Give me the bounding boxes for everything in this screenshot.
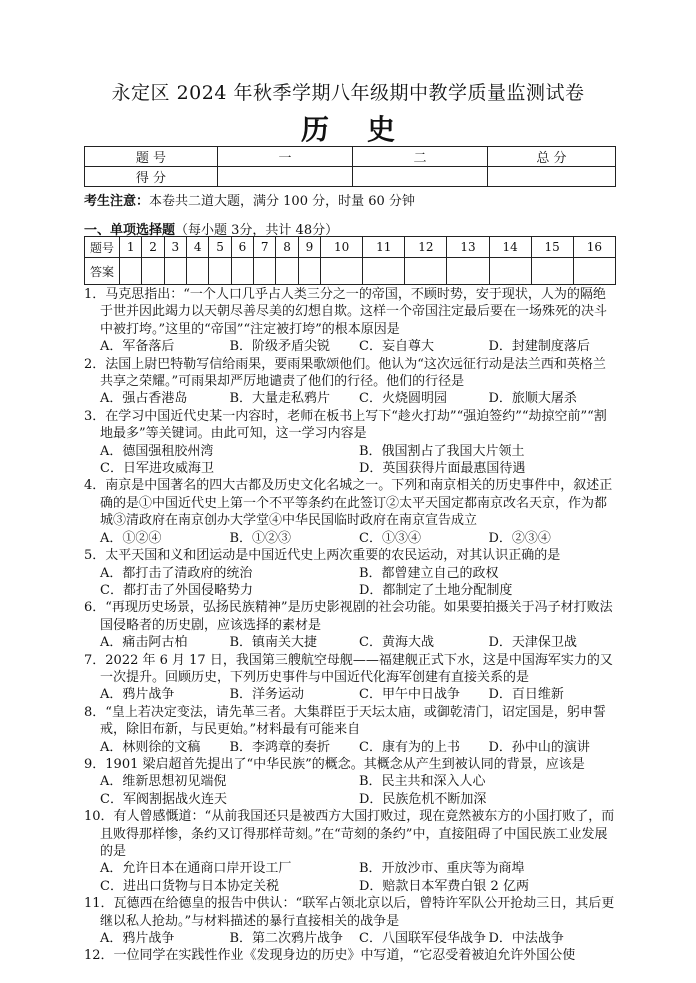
answer-option[interactable]: C．康有为的上书: [359, 739, 460, 755]
answer-option[interactable]: C．火烧圆明园: [359, 391, 447, 407]
answer-number: 16: [573, 237, 615, 258]
answer-row: [85, 258, 616, 285]
answer-number-row: [85, 237, 616, 258]
score-label-cell: 得 分: [85, 167, 218, 187]
answer-option[interactable]: D．②③④: [488, 530, 551, 546]
question-stem: 6．“再现历史场景，弘扬民族精神”是历史影视剧的社会功能。如果要拍摄关于冯子材打败法国侵略者的历史剧，应该选择的素材是: [84, 600, 613, 633]
answer-option[interactable]: D．百日维新: [488, 687, 564, 703]
question-stem: 8．“皇上若决定变法，请先革三者。大集群臣于天坛太庙，或御乾清门，诏定国是，躬申誓戒，除旧布新，与民更始。”材料最有可能来自: [84, 704, 606, 738]
question-item: [84, 808, 618, 895]
answer-number: 1: [120, 237, 142, 258]
question-stem: 1．马克思指出：“一个人口几乎占人类三分之一的帝国，不顾时势，安于现状，人为的隔绝于世并因此竭力以天朝尽善尽美的幻想自欺。这样一个帝国注定最后要在一场殊死的决斗中被打垮。”这里的“帝国”“注定被打垮”的根本原因是: [84, 287, 608, 337]
answer-option[interactable]: B．大量走私鸦片: [229, 391, 331, 407]
question-stem: 5．太平天国和义和团运动是中国近代史上两次重要的农民运动，对其认识正确的是: [84, 548, 561, 564]
answer-number: 2: [142, 237, 164, 258]
score-cell[interactable]: [488, 167, 616, 187]
option-group: [84, 390, 618, 407]
answer-cell[interactable]: [142, 258, 164, 285]
score-cell[interactable]: [218, 167, 353, 187]
question-item: [84, 947, 618, 964]
answer-number: 8: [276, 237, 298, 258]
question-item: [84, 652, 618, 704]
answer-option[interactable]: C．军阀割据战火连天: [100, 791, 227, 807]
answer-option[interactable]: D．孙中山的演讲: [488, 739, 590, 755]
option-group: [84, 338, 618, 355]
part-two-header: 二: [353, 147, 488, 167]
answer-option[interactable]: C．都打击了外国侵略势力: [100, 582, 253, 598]
question-stem: 3．在学习中国近代史某一内容时，老师在板书上写下“趁火打劫”“强迫签约”“劫掠空前”“割地最多”等关键词。由此可知，这一学习内容是: [84, 408, 607, 442]
answer-option[interactable]: D．封建制度落后: [488, 339, 590, 355]
total-header: 总 分: [488, 147, 616, 167]
answer-cell[interactable]: [489, 258, 531, 285]
option-group: [84, 860, 618, 895]
answer-number: 13: [447, 237, 489, 258]
answer-option[interactable]: D．中法战争: [488, 931, 564, 947]
answer-option[interactable]: B．李鸿章的奏折: [229, 739, 331, 755]
question-item: [84, 547, 618, 599]
answer-cell[interactable]: [531, 258, 573, 285]
subject-title: 历史: [300, 113, 433, 146]
score-table-row: [85, 167, 616, 187]
answer-number: 5: [209, 237, 231, 258]
question-stem: 7．2022 年 6 月 17 日，我国第三艘航空母舰——福建舰正式下水，这是中国海军实力的又一次提升。回顾历史，下列历史事件与中国近代化海军创建有直接关系的是: [84, 652, 613, 685]
question-item: [84, 356, 618, 408]
answer-option[interactable]: A．允许日本在通商口岸开设工厂: [100, 861, 292, 877]
question-item: [84, 477, 618, 547]
answer-cell[interactable]: [363, 258, 405, 285]
answer-option[interactable]: A．维新思想初见端倪: [100, 774, 227, 790]
answer-option[interactable]: A．强占香港岛: [100, 391, 188, 407]
question-stem: 2．法国上尉巴特勒写信给雨果，要雨果歌颂他们。他认为“这次远征行动是法兰西和英格兰共享之荣耀。”可雨果却严厉地谴责了他们的行径。他们的行径是: [84, 356, 606, 390]
answer-option[interactable]: B．第二次鸦片战争: [229, 931, 344, 947]
answer-option[interactable]: A．德国强租胶州湾: [100, 443, 214, 459]
score-table-row: [85, 147, 616, 167]
answer-option[interactable]: C．黄海大战: [359, 635, 434, 651]
option-group: [84, 686, 618, 703]
answer-number: 15: [531, 237, 573, 258]
option-group: [84, 930, 618, 947]
answer-option[interactable]: C．妄自尊大: [359, 339, 434, 355]
answer-option[interactable]: C．日军进攻威海卫: [100, 461, 214, 477]
section-note: （每小题 3分，共计 48分）: [175, 223, 339, 238]
answer-option[interactable]: B．①②③: [229, 530, 292, 546]
question-stem: 12．一位同学在实践性作业《发现身边的历史》中写道，“它忍受着被迫允许外国公使: [84, 948, 576, 964]
question-item: [84, 286, 618, 356]
answer-option[interactable]: D．旅顺大屠杀: [488, 391, 577, 407]
answer-number: 3: [164, 237, 186, 258]
answer-cell[interactable]: [254, 258, 276, 285]
answer-option[interactable]: A．鸦片战争: [100, 687, 175, 703]
option-group: [84, 739, 618, 756]
answer-option[interactable]: C．进出口货物与日本协定关税: [100, 878, 279, 894]
answer-cell[interactable]: [231, 258, 253, 285]
answer-option[interactable]: A．①②④: [100, 530, 162, 546]
answer-label: 答案: [85, 258, 120, 285]
answer-option[interactable]: B．俄国割占了我国大片领土: [359, 443, 525, 459]
answer-number: 10: [321, 237, 363, 258]
exam-notice: [84, 190, 415, 209]
answer-number: 6: [231, 237, 253, 258]
exam-title: 永定区 2024 年秋季学期八年级期中教学质量监测试卷: [111, 82, 585, 104]
answer-cell[interactable]: [447, 258, 489, 285]
notice-text: 本卷共二道大题，满分 100 分，时量 60 分钟: [149, 194, 415, 209]
answer-cell[interactable]: [573, 258, 615, 285]
answer-option[interactable]: B．开放沙市、重庆等为商埠: [359, 861, 525, 877]
score-cell[interactable]: [353, 167, 488, 187]
answer-cell[interactable]: [405, 258, 447, 285]
answer-option[interactable]: A．都打击了清政府的统治: [100, 565, 253, 581]
answer-cell[interactable]: [187, 258, 209, 285]
option-group: [84, 565, 618, 600]
question-item: [84, 704, 618, 756]
answer-option[interactable]: D．民族危机不断加深: [359, 791, 487, 807]
answer-cell[interactable]: [276, 258, 298, 285]
answer-option[interactable]: C．八国联军侵华战争: [359, 931, 486, 947]
question-stem: 10．有人曾感慨道：“从前我国还只是被西方大国打败过，现在竟然被东方的小国打败了，而且败得那样惨，条约又订得那样苛刻。”在“苛刻的条约”中，直接阻碍了中国民族工业发展的是: [84, 809, 615, 859]
answer-option[interactable]: D．赔款日本军费白银 2 亿两: [359, 878, 529, 894]
question-item: [84, 756, 618, 808]
answer-option[interactable]: C．①③④: [359, 530, 421, 546]
answer-number: 4: [187, 237, 209, 258]
option-group: [84, 530, 618, 547]
option-group: [84, 634, 618, 651]
answer-option[interactable]: B．洋务运动: [229, 687, 305, 703]
answer-cell[interactable]: [164, 258, 186, 285]
answer-option[interactable]: B．民主共和深入人心: [359, 774, 486, 790]
answer-cell[interactable]: [321, 258, 363, 285]
answer-option[interactable]: D．英国获得片面最惠国待遇: [359, 461, 526, 477]
answer-number: 12: [405, 237, 447, 258]
answer-option[interactable]: C．甲午中日战争: [359, 687, 460, 703]
answer-option[interactable]: B．阶级矛盾尖锐: [229, 339, 331, 355]
answer-number: 11: [363, 237, 405, 258]
part-one-header: 一: [218, 147, 353, 167]
answer-option[interactable]: A．林则徐的文稿: [100, 739, 201, 755]
score-label-cell: 题 号: [85, 147, 218, 167]
answer-option[interactable]: D．天津保卫战: [488, 635, 577, 651]
answer-option[interactable]: B．镇南关大捷: [229, 635, 318, 651]
score-table: [84, 146, 616, 187]
answer-number: 9: [298, 237, 320, 258]
option-group: [84, 773, 618, 808]
notice-label: 考生注意：: [84, 194, 150, 209]
question-stem: 9．1901 梁启超首先提出了“中华民族”的概念。其概念从产生到被认同的背景，应该是: [84, 756, 585, 772]
question-item: [84, 895, 618, 947]
answer-option[interactable]: A．痛击阿古柏: [100, 635, 188, 651]
answer-table: [84, 236, 616, 285]
answer-option[interactable]: D．都制定了土地分配制度: [359, 582, 513, 598]
answer-cell[interactable]: [209, 258, 231, 285]
answer-option[interactable]: A．军备落后: [100, 339, 175, 355]
answer-cell[interactable]: [120, 258, 142, 285]
answer-number: 7: [254, 237, 276, 258]
answer-cell[interactable]: [298, 258, 320, 285]
question-stem: 11．瓦德西在给德皇的报告中供认：“联军占领北京以后，曾特许军队公开抢劫三日，其后更继以私人抢劫。”与材料描述的暴行直接相关的战争是: [84, 896, 615, 929]
question-item: [84, 408, 618, 478]
question-item: [84, 599, 618, 651]
option-group: [84, 443, 618, 478]
answer-number-label: 题号: [85, 237, 120, 258]
answer-number: 14: [489, 237, 531, 258]
answer-option[interactable]: B．都曾建立自己的政权: [359, 565, 499, 581]
section-label: 一、单项选择题: [84, 223, 176, 238]
answer-option[interactable]: A．鸦片战争: [100, 931, 175, 947]
question-list: [84, 286, 618, 965]
question-stem: 4．南京是中国著名的四大古都及历史文化名城之一。下列和南京相关的历史事件中，叙述正确的是①中国近代史上第一个不平等条约在此签订②太平天国定都南京改名天京，作为都城③清政府在南京创办大学堂④中华民国临时政府在南京宣告成立: [84, 478, 613, 529]
